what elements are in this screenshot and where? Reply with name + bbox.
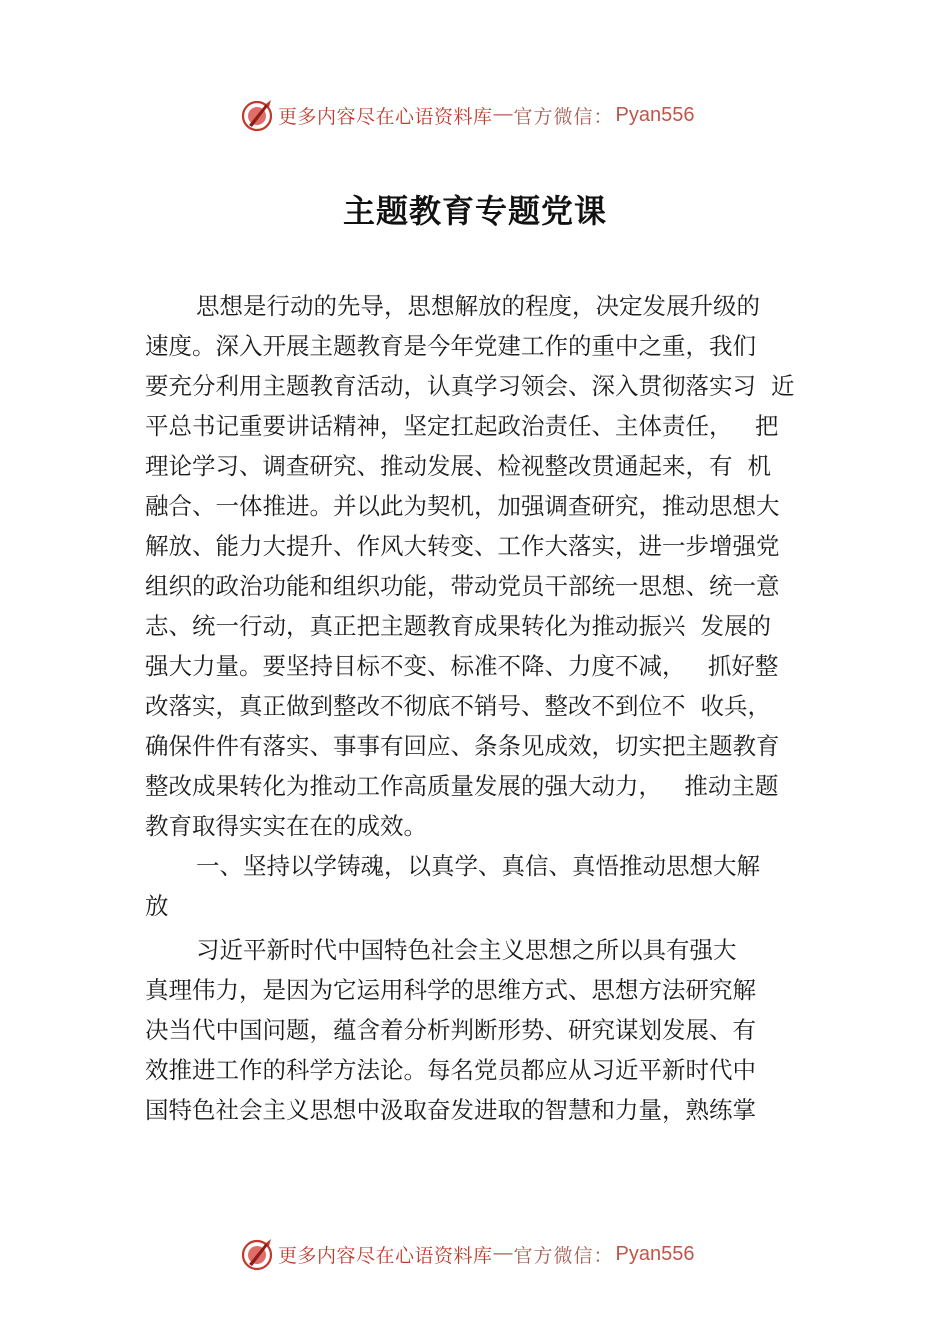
watermark-label: 官方微信：	[513, 1244, 614, 1267]
quill-seal-icon	[240, 98, 274, 132]
body-line: 速度。深入开展主题教育是今年党建工作的重中之重，我们	[145, 332, 756, 360]
body-line: 习近平新时代中国特色社会主义思想之所以具有强大	[196, 936, 737, 964]
body-line: 效推进工作的科学方法论。每名党员都应从习近平新时代中	[145, 1056, 756, 1084]
body-line: 决当代中国问题，蕴含着分析判断形势、研究谋划发展、有	[145, 1016, 756, 1044]
section-heading-cont: 放	[145, 892, 169, 920]
body-line: 改落实，真正做到整改不彻底不销号、整改不到位不 收兵，	[145, 692, 771, 720]
body-line: 理论学习、调查研究、推动发展、检视整改贯通起来，有 机	[145, 452, 771, 480]
body-line: 志、统一行动，真正把主题教育成果转化为推动振兴 发展的	[145, 612, 771, 640]
watermark-footer	[240, 1237, 695, 1271]
watermark-brand: 更多内容尽在心语资料库	[278, 1244, 493, 1267]
body-line: 融合、一体推进。并以此为契机，加强调查研究，推动思想大	[145, 492, 780, 520]
body-line: 教育取得实实在在的成效。	[145, 812, 427, 840]
body-line: 平总书记重要讲话精神，坚定扛起政治责任、主体责任， 把	[145, 412, 779, 440]
quill-seal-icon	[240, 1237, 274, 1271]
watermark-brand: 更多内容尽在心语资料库	[278, 105, 493, 128]
section-heading: 一、坚持以学铸魂，以真学、真信、真悟推动思想大解	[196, 852, 760, 880]
watermark-wechat-id: Pyan556	[615, 103, 695, 126]
page-title: 主题教育专题党课	[342, 192, 607, 230]
body-line: 确保件件有落实、事事有回应、条条见成效，切实把主题教育	[145, 732, 780, 760]
body-line: 组织的政治功能和组织功能，带动党员干部统一思想、统一意	[145, 572, 780, 600]
body-line: 整改成果转化为推动工作高质量发展的强大动力， 推动主题	[145, 772, 779, 800]
watermark-separator: —	[493, 104, 513, 125]
watermark-separator: —	[493, 1243, 513, 1264]
body-line: 解放、能力大提升、作风大转变、工作大落实，进一步增强党	[145, 532, 780, 560]
watermark-label: 官方微信：	[513, 105, 614, 128]
watermark-header	[240, 98, 695, 132]
body-line: 思想是行动的先导，思想解放的程度，决定发展升级的	[196, 292, 760, 320]
body-line: 要充分利用主题教育活动，认真学习领会、深入贯彻落实习 近	[145, 372, 795, 400]
body-line: 真理伟力，是因为它运用科学的思维方式、思想方法研究解	[145, 976, 756, 1004]
watermark-wechat-id: Pyan556	[615, 1242, 695, 1265]
body-line: 国特色社会主义思想中汲取奋发进取的智慧和力量，熟练掌	[145, 1096, 756, 1124]
body-line: 强大力量。要坚持目标不变、标准不降、力度不减， 抓好整	[145, 652, 779, 680]
